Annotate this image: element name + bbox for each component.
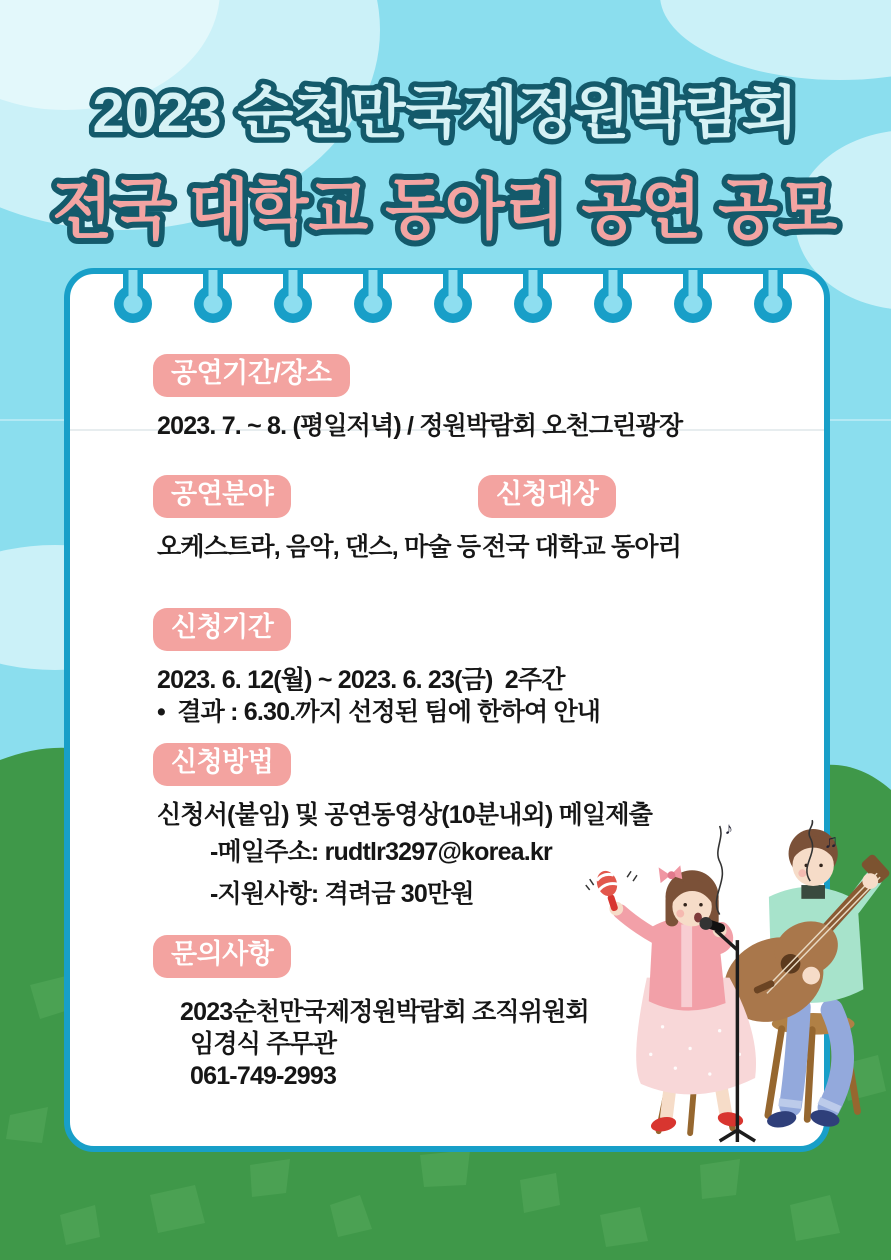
how-to-apply-text: 신청서(붙임) 및 공연동영상(10분내외) 메일제출 [157,801,653,829]
contact-person: 임경식 주무관 [190,1030,337,1058]
apply-email-text: -메일주소: rudtlr3297@korea.kr [210,838,552,866]
girl-singer [586,865,756,1133]
section-contact [153,935,589,1092]
badge-how-to-apply: 신청방법 [153,743,291,786]
contact-phone: 061-749-2993 [190,1062,337,1090]
section-application-period [153,608,600,728]
section-performance-field [153,475,480,563]
poster-title: 2023 순천만국제정원박람회 [92,81,798,145]
apply-support-text: -지원사항: 격려금 30만원 [210,880,474,908]
eligibility-text: 전국 대학교 동아리 [482,533,682,561]
contact-organization: 2023순천만국제정원박람회 조직위원회 [180,998,589,1026]
section-period-place [153,354,682,442]
application-period-dates: 2023. 6. 12(월) ~ 2023. 6. 23(금) 2주간 [157,666,565,694]
poster-subtitle: 전국 대학교 동아리 공연 공모 [52,172,838,246]
section-eligibility [478,475,681,563]
binder-rings [64,264,830,334]
period-place-text: 2023. 7. ~ 8. (평일저녁) / 정원박람회 오천그린광장 [157,412,683,440]
badge-eligibility: 신청대상 [478,475,616,518]
badge-application-period: 신청기간 [153,608,291,651]
musical-beam-note-icon: ♫ [824,830,839,852]
badge-period-place: 공연기간/장소 [153,354,350,397]
application-period-result-note: • 결과 : 6.30.까지 선정된 팀에 한하여 안내 [157,698,601,726]
performance-field-text: 오케스트라, 음악, 댄스, 마술 등 [157,533,481,561]
badge-performance-field: 공연분야 [153,475,291,518]
badge-contact: 문의사항 [153,935,291,978]
ring [114,268,792,323]
musical-note-icon: ♪ [724,818,733,838]
performers-illustration [572,820,887,1145]
title-banner [0,36,891,276]
